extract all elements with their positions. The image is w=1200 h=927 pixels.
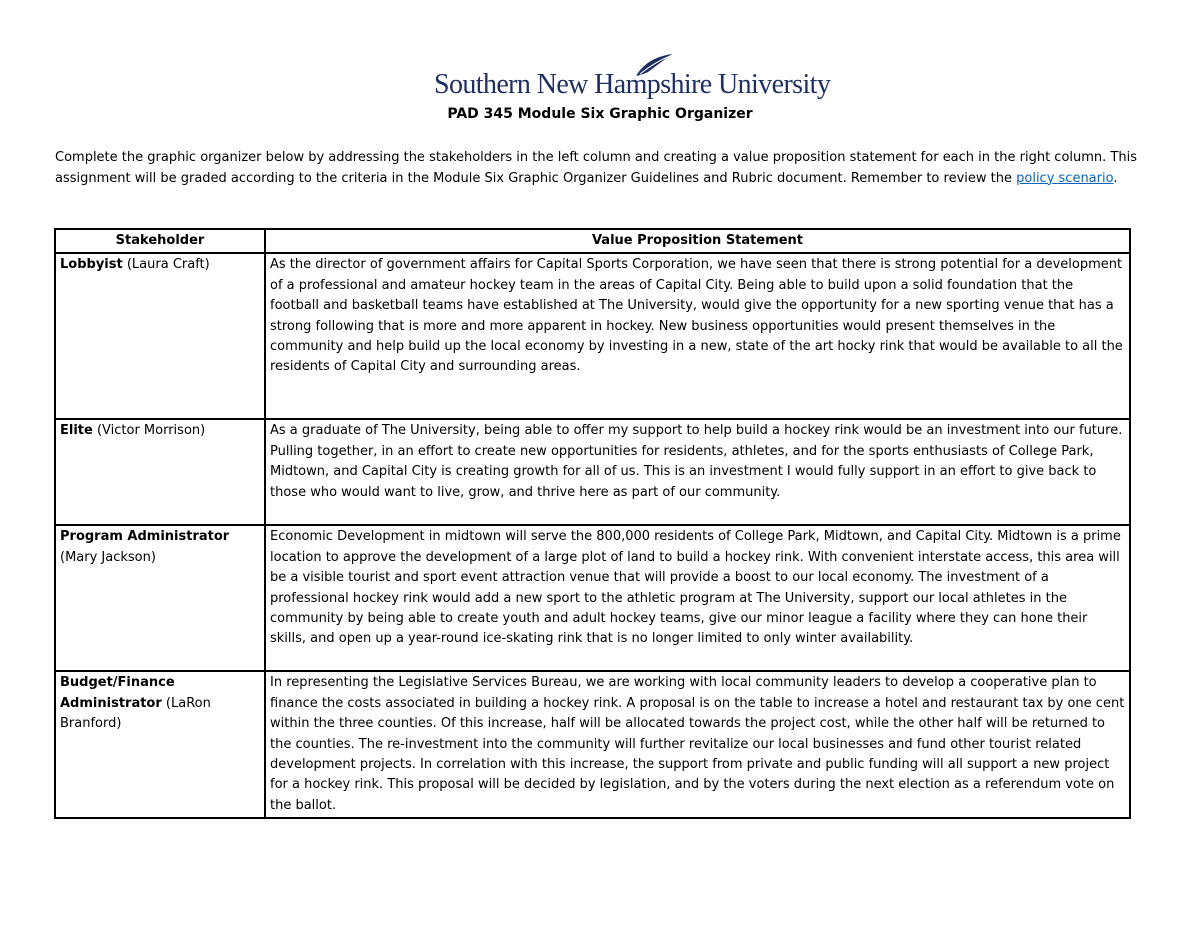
statement-cell: Economic Development in midtown will serve the 800,000 residents of College Park, Midtown, and Capital City. Midtown is a prime location to approve the development of a large plot of land to build a hockey rink. With convenient interstate access, this area will be a visible tourist and sport event attraction venue that will provide a boost to our local economy. The investment of a professional hockey rink would add a new sport to the athletic program at The University, support our local athletes in the community by being able to create youth and adult hockey teams, give our minor league a facility where they can hone their skills, and open up a year-round ice-skating rink that is no longer limited to only winter availability. — [265, 525, 1130, 671]
instructions-paragraph — [55, 148, 1150, 189]
stakeholder-person: (Mary Jackson) — [60, 549, 156, 565]
table-row — [55, 525, 1130, 671]
stakeholder-role: Budget/Finance Administrator — [60, 675, 175, 711]
instructions-text: Complete the graphic organizer below by addressing the stakeholders in the left column and creating a value proposition statement for each in the right column. This assignment will be graded according to the criteria in the Module Six Graphic Organizer Guidelines and Rubric document. Remember to review the — [55, 150, 1137, 186]
table-row — [55, 253, 1130, 419]
statement-cell: As a graduate of The University, being able to offer my support to help build a hockey rink would be an investment into our future. Pulling together, in an effort to create new opportunities for residents, athletes, and for the sports enthusiasts of College Park, Midtown, and Capital City is creating growth for all of us. This is an investment I would fully support in an effort to give back to those who would want to live, grow, and thrive here as part of our community. — [265, 419, 1130, 525]
table-header-row — [55, 229, 1130, 253]
instructions-end: . — [1113, 170, 1118, 186]
value-proposition-column-header: Value Proposition Statement — [265, 229, 1130, 253]
table-row — [55, 419, 1130, 525]
stakeholder-cell — [55, 419, 265, 525]
stakeholder-role: Elite — [60, 423, 93, 439]
university-name: Southern New Hampshire University — [434, 69, 831, 100]
document-title: PAD 345 Module Six Graphic Organizer — [447, 106, 753, 122]
graphic-organizer-table — [54, 228, 1131, 819]
stakeholder-person: (Victor Morrison) — [92, 423, 206, 439]
stakeholder-cell — [55, 253, 265, 419]
stakeholder-cell — [55, 671, 265, 818]
university-logo — [434, 52, 831, 104]
statement-cell: In representing the Legislative Services Bureau, we are working with local community leaders to develop a cooperative plan to finance the costs associated in building a hockey rink. A proposal is on the table to increase a hotel and restaurant tax by one cent within the three counties. Of this increase, half will be allocated towards the project cost, while the other half will be returned to the counties. The re-investment into the community will further revitalize our local businesses and fund other tourist related development projects. In correlation with this increase, the support from private and public funding will all support a new project for a hockey rink. This proposal will be decided by legislation, and by the voters during the next election as a referendum vote on the ballot. — [265, 671, 1130, 818]
stakeholder-role: Program Administrator — [60, 529, 230, 545]
policy-scenario-link[interactable]: policy scenario — [1016, 170, 1114, 186]
stakeholder-cell — [55, 525, 265, 671]
stakeholder-role: Lobbyist — [60, 257, 123, 273]
table-row — [55, 671, 1130, 818]
stakeholder-person: (Laura Craft) — [122, 257, 210, 273]
stakeholder-person: (LaRon Branford) — [60, 695, 211, 732]
statement-cell: As the director of government affairs for Capital Sports Corporation, we have seen that there is strong potential for a development of a professional and amateur hockey team in the areas of Capital City. Being able to build upon a solid foundation that the football and basketball teams have established at The University, would give the opportunity for a new sporting venue that has a strong following that is more and more apparent in hockey. New business opportunities would present themselves in the community and help build up the local economy by investing in a new, state of the art hocky rink that would be available to all the residents of Capital City and surrounding areas. — [265, 253, 1130, 419]
stakeholder-column-header: Stakeholder — [55, 229, 265, 253]
